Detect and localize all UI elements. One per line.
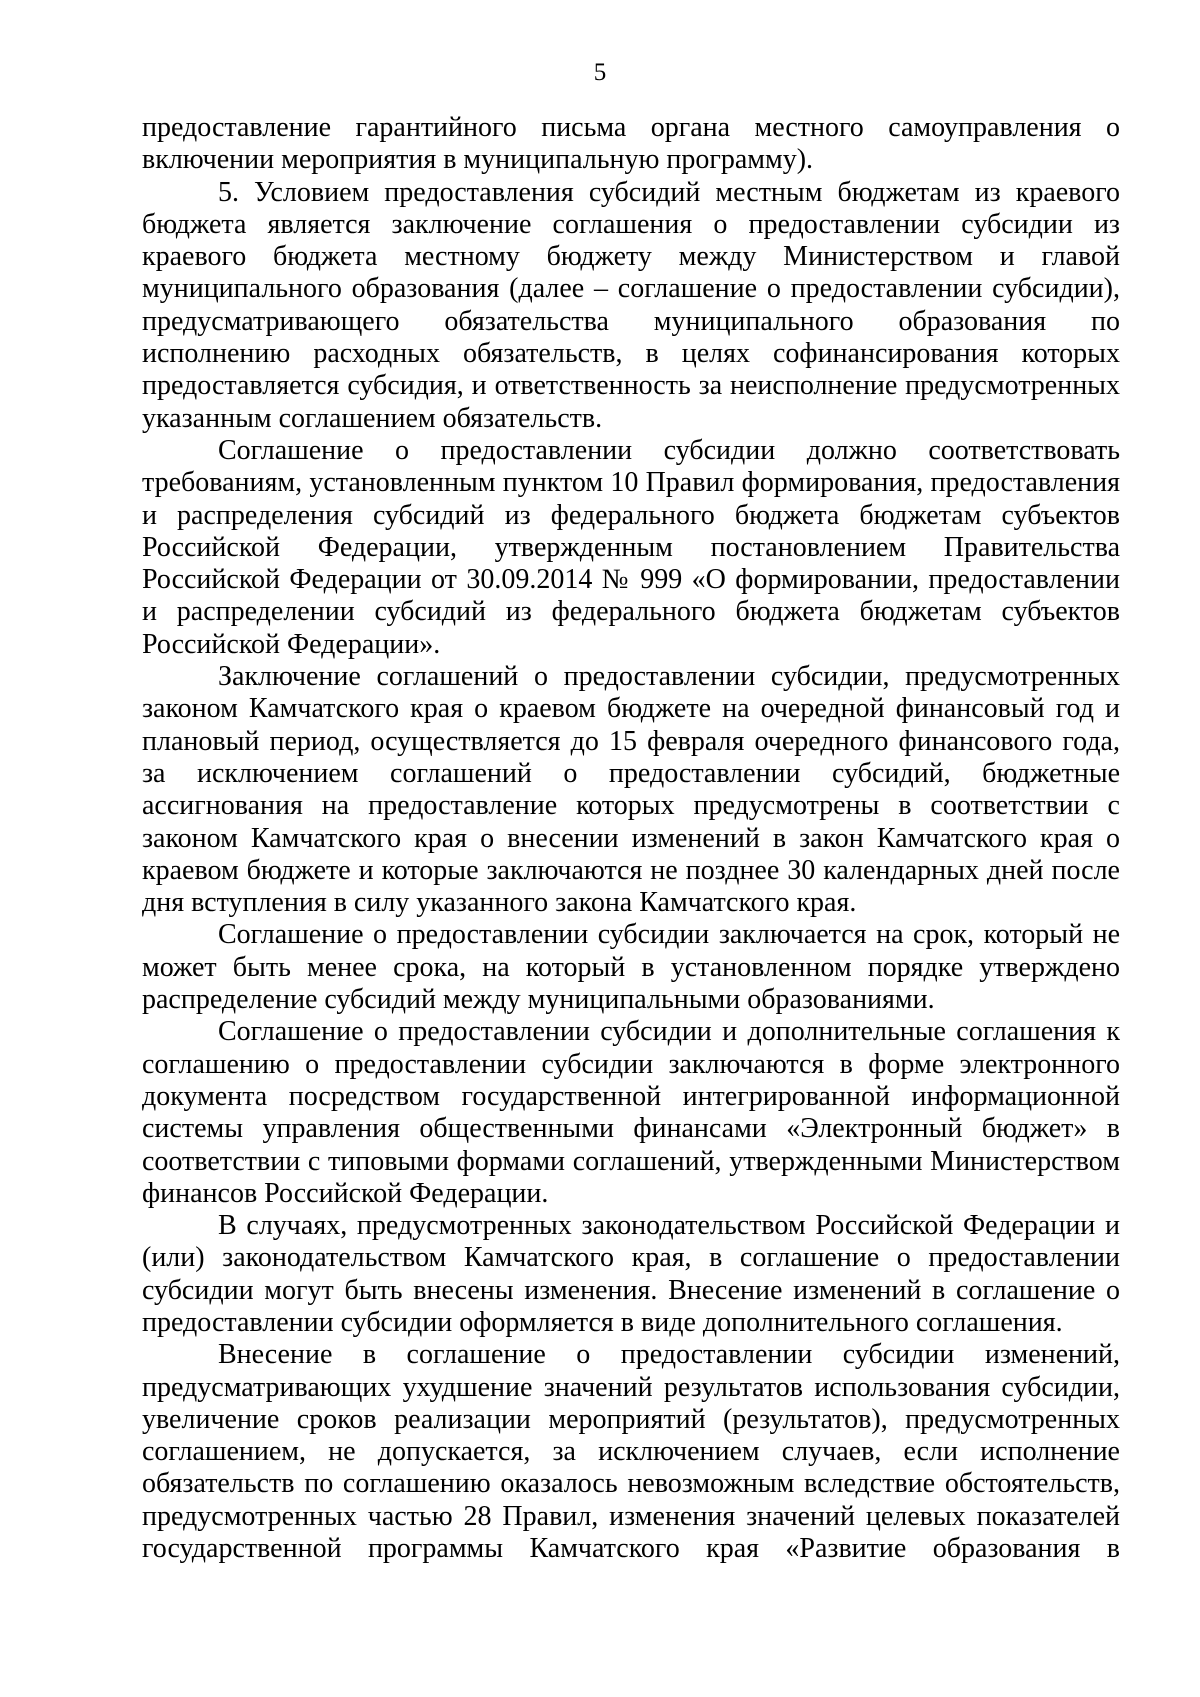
page-number: 5 — [593, 59, 607, 86]
paragraph-continuation: предоставление гарантийного письма органа местного самоуправления о включении мероприятия в муниципальную программу). — [142, 112, 1120, 176]
paragraph-agreement-deadline: Заключение соглашений о предоставлении субсидии, предусмотренных законом Камчатского края о краевом бюджете на очередной финансовый год и плановый период, осуществляется до 15 февраля очередного финансового года, за исключением соглашений о предоставлении субсидий, бюджетные ассигнования на предоставление которых предусмотрены в соответствии с законом Камчатского края о внесении изменений в закон Камчатского края о краевом бюджете и которые заключаются не позднее 30 календарных дней после дня вступления в силу указанного закона Камчатского края. — [142, 661, 1120, 919]
paragraph-amendment-restrictions: Внесение в соглашение о предоставлении субсидии изменений, предусматривающих ухудшение значений результатов использования субсидии, увеличение сроков реализации мероприятий (результатов), предусмотренных соглашением, не допускается, за исключением случаев, если исполнение обязательств по соглашению оказалось невозможным вследствие обстоятельств, предусмотренных частью 28 Правил, изменения значений целевых показателей государственной программы Камчатского края «Развитие образования в — [142, 1339, 1120, 1565]
paragraph-agreement-requirements: Соглашение о предоставлении субсидии должно соответствовать требованиям, установленным пунктом 10 Правил формирования, предоставления и распределения субсидий из федерального бюджета бюджетам субъектов Российской Федерации, утвержденным постановлением Правительства Российской Федерации от 30.09.2014 № 999 «О формировании, предоставлении и распределении субсидий из федерального бюджета бюджетам субъектов Российской Федерации». — [142, 434, 1120, 660]
document-body — [142, 112, 1120, 1565]
paragraph-amendments: В случаях, предусмотренных законодательством Российской Федерации и (или) законодательством Камчатского края, в соглашение о предоставлении субсидии могут быть внесены изменения. Внесение изменений в соглашение о предоставлении субсидии оформляется в виде дополнительного соглашения. — [142, 1210, 1120, 1338]
paragraph-agreement-term: Соглашение о предоставлении субсидии заключается на срок, который не может быть менее срока, на который в установленном порядке утверждено распределение субсидий между муниципальными образованиями. — [142, 919, 1120, 1016]
paragraph-electronic-form: Соглашение о предоставлении субсидии и дополнительные соглашения к соглашению о предоставлении субсидии заключаются в форме электронного документа посредством государственной интегрированной информационной системы управления общественными финансами «Электронный бюджет» в соответствии с типовыми формами соглашений, утвержденными Министерством финансов Российской Федерации. — [142, 1016, 1120, 1209]
paragraph-clause-5: 5. Условием предоставления субсидий местным бюджетам из краевого бюджета является заключение соглашения о предоставлении субсидии из краевого бюджета местному бюджету между Министерством и главой муниципального образования (далее – соглашение о предоставлении субсидии), предусматривающего обязательства муниципального образования по исполнению расходных обязательств, в целях софинансирования которых предоставляется субсидия, и ответственность за неисполнение предусмотренных указанным соглашением обязательств. — [142, 176, 1120, 434]
